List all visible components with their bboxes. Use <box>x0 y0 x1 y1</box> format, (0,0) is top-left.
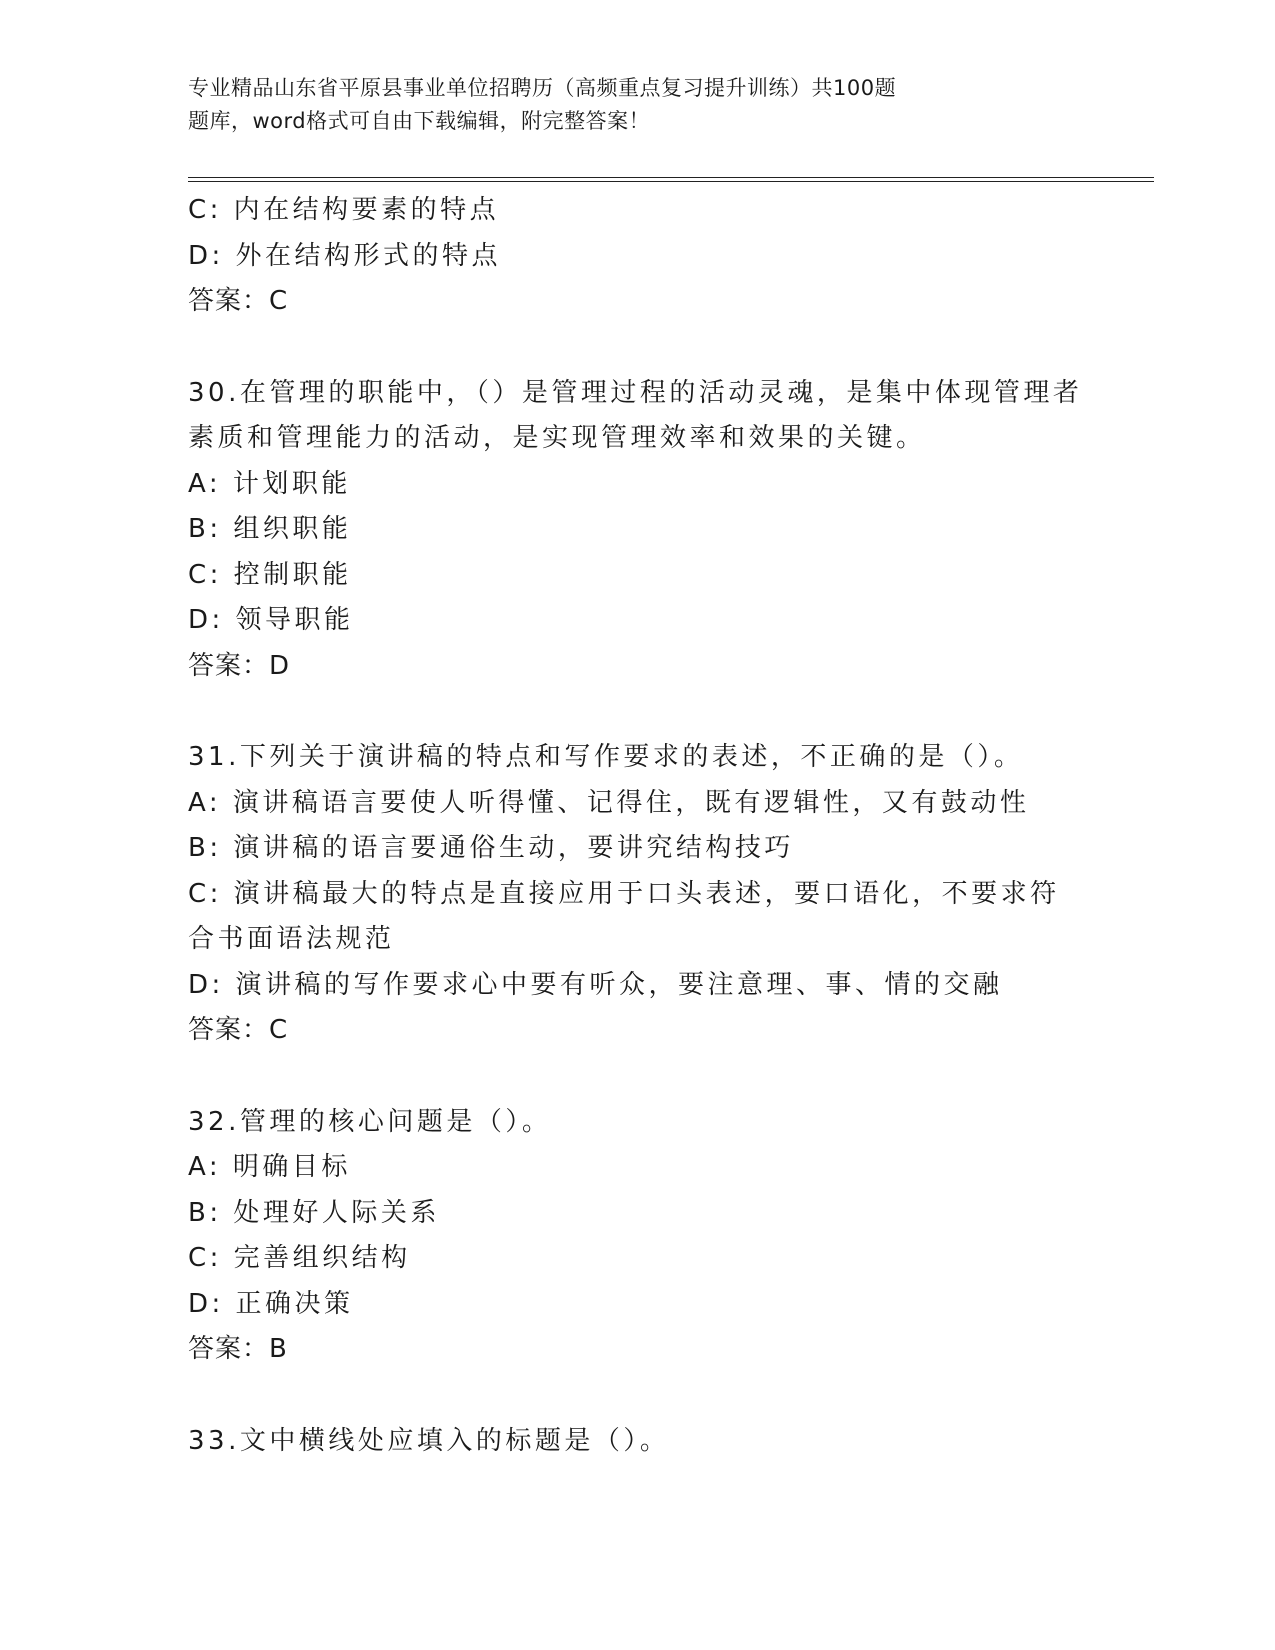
answer-line: 答案：C <box>188 1015 289 1045</box>
document-body <box>188 188 1088 1464</box>
header-divider <box>188 177 1154 182</box>
option-c: C: 控制职能 <box>188 559 352 590</box>
previous-question-tail <box>188 188 1088 325</box>
option-a: A: 演讲稿语言要使人听得懂、记得住，既有逻辑性，又有鼓动性 <box>188 787 1030 818</box>
option-a: A: 明确目标 <box>188 1152 351 1182</box>
option-d: D: 外在结构形式的特点 <box>188 240 502 271</box>
answer-line: 答案：B <box>188 1334 288 1364</box>
option-c: C: 演讲稿最大的特点是直接应用于口头表述，要口语化，不要求符合书面语法规范 <box>188 878 1060 954</box>
option-d: D: 演讲稿的写作要求心中要有听众，要注意理、事、情的交融 <box>188 969 1003 1000</box>
option-c: C: 内在结构要素的特点 <box>188 195 500 225</box>
question-33 <box>188 1419 1088 1465</box>
header-title-line-2: 题库，word格式可自由下载编辑，附完整答案！ <box>188 109 651 133</box>
option-c: C: 完善组织结构 <box>188 1243 411 1273</box>
answer-line: 答案：D <box>188 650 291 681</box>
question-31 <box>188 735 1088 1054</box>
question-stem: 33.文中横线处应填入的标题是（）。 <box>188 1425 670 1456</box>
question-30 <box>188 371 1088 690</box>
option-b: B: 处理好人际关系 <box>188 1197 440 1228</box>
question-stem: 31.下列关于演讲稿的特点和写作要求的表述，不正确的是（）。 <box>188 742 1024 772</box>
option-a: A: 计划职能 <box>188 468 351 499</box>
spacer <box>188 1054 1088 1100</box>
answer-line: 答案：C <box>188 286 289 316</box>
spacer <box>188 689 1088 735</box>
option-d: D: 领导职能 <box>188 605 354 635</box>
spacer <box>188 1373 1088 1419</box>
option-d: D: 正确决策 <box>188 1288 354 1319</box>
question-stem: 30.在管理的职能中，（）是管理过程的活动灵魂，是集中体现管理者素质和管理能力的活动，是实现管理效率和效果的关键。 <box>188 377 1083 453</box>
header-title-line-1: 专业精品山东省平原县事业单位招聘历（高频重点复习提升训练）共100题 <box>188 76 897 100</box>
question-stem: 32.管理的核心问题是（）。 <box>188 1106 552 1137</box>
option-b: B: 组织职能 <box>188 514 352 544</box>
spacer <box>188 325 1088 371</box>
page-header <box>188 72 1048 138</box>
question-32 <box>188 1100 1088 1373</box>
option-b: B: 演讲稿的语言要通俗生动，要讲究结构技巧 <box>188 833 794 863</box>
